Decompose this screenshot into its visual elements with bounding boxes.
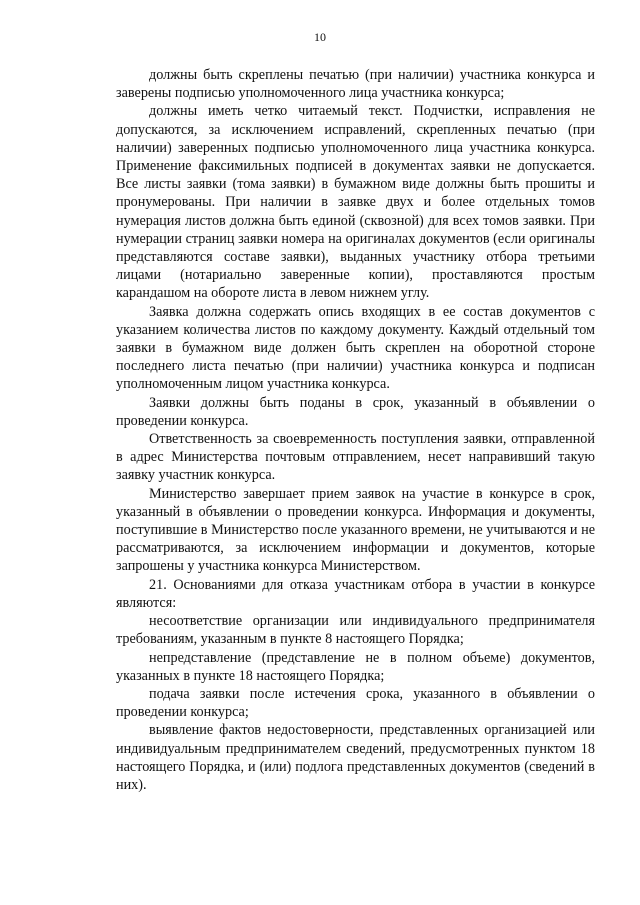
paragraph-readable-text: должны иметь четко читаемый текст. Подчистки, исправления не допускаются, за исключением исправлений, скрепленных печатью (при наличии) заверенных подписью уполномоченного лица участника конкурса. Применение факсимильных подписей в документах заявки не допускается. Все листы заявки (тома заявки) в бумажном виде должны быть прошиты и пронумерованы. При наличии в заявке двух и более отдельных томов нумерация листов должна быть единой (сквозной) для всех томов заявки. При нумерации страниц заявки номера на оригиналах документов (если оригиналы представляются составе заявки), выданных участнику отбора третьими лицами (нотариально заверенные копии), проставляются простым карандашом на обороте листа в левом нижнем углу.	[116, 103, 595, 302]
refusal-item-false-info: выявление фактов недостоверности, представленных организацией или индивидуальным предпринимателем сведений, предусмотренных пунктом 18 настоящего Порядка, и (или) подлога представленных документов (сведений в них).	[116, 722, 595, 793]
refusal-item-nonconformity: несоответствие организации или индивидуального предпринимателя требованиям, указанным в пункте 8 настоящего Порядка;	[116, 613, 595, 648]
document-body	[116, 66, 595, 794]
paragraph-postal-responsibility: Ответственность за своевременность поступления заявки, отправленной в адрес Министерства почтовым отправлением, несет направивший такую заявку участник конкурса.	[116, 431, 595, 484]
paragraph-refusal-grounds: 21. Основаниями для отказа участникам отбора в участии в конкурсе являются:	[116, 576, 595, 611]
paragraph-inventory: Заявка должна содержать опись входящих в ее состав документов с указанием количества листов по каждому документу. Каждый отдельный том заявки в бумажном виде должен быть скреплен на оборотной стороне последнего листа печатью (при наличии) участника конкурса и подписан уполномоченным лицом участника конкурса.	[116, 303, 595, 393]
paragraph-acceptance-end: Министерство завершает прием заявок на участие в конкурсе в срок, указанный в объявлении о проведении конкурса. Информация и документы, поступившие в Министерство после указанного времени, не учитываются и не рассматриваются, за исключением информации и документов, которые запрошены у участника конкурса Министерством.	[116, 485, 595, 575]
page-number: 10	[314, 30, 326, 44]
paragraph-seal-requirement: должны быть скреплены печатью (при наличии) участника конкурса и заверены подписью уполномоченного лица участника конкурса;	[116, 67, 595, 102]
paragraph-deadline: Заявки должны быть поданы в срок, указанный в объявлении о проведении конкурса.	[116, 394, 595, 429]
refusal-item-incomplete-docs: непредставление (представление не в полном объеме) документов, указанных в пункте 18 настоящего Порядка;	[116, 649, 595, 684]
refusal-item-late-submission: подача заявки после истечения срока, указанного в объявлении о проведении конкурса;	[116, 685, 595, 721]
